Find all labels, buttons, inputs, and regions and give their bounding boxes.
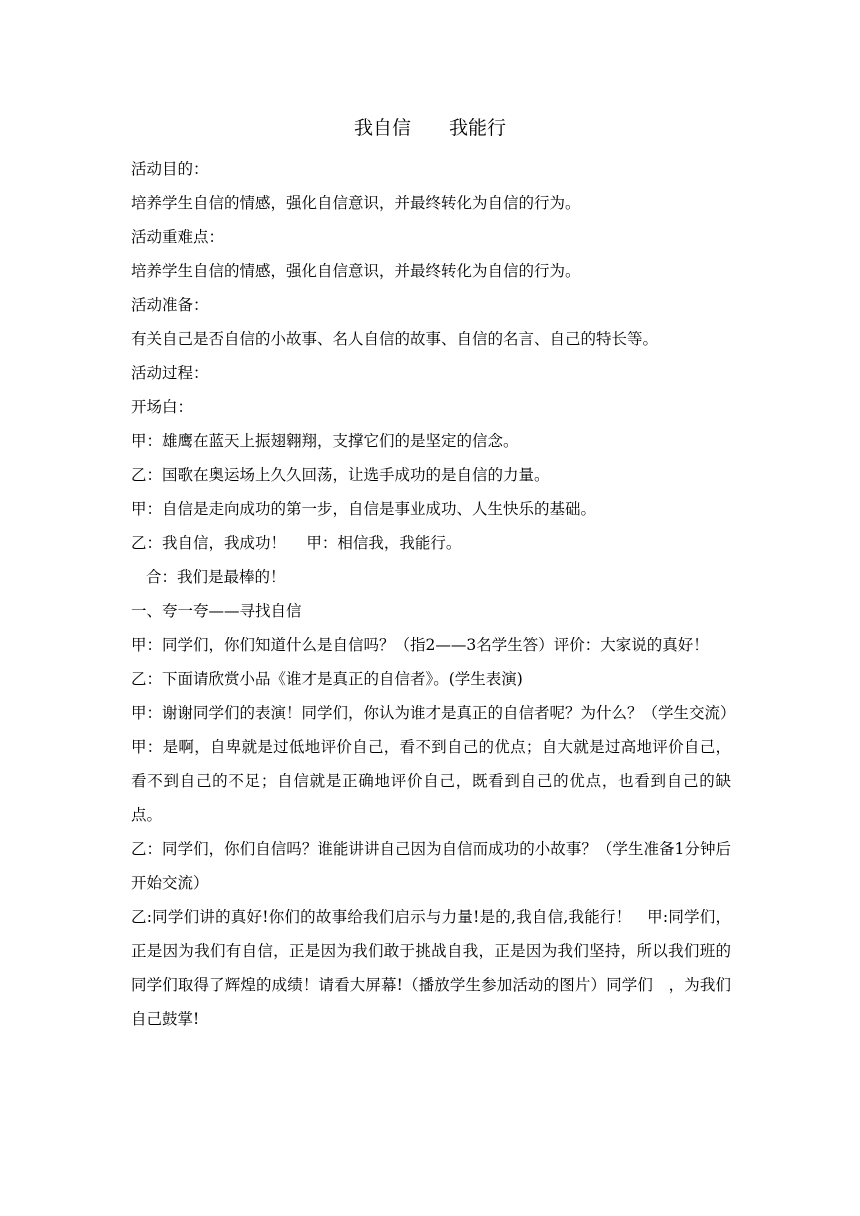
paragraph-line: 甲：雄鹰在蓝天上振翅翱翔，支撑它们的是坚定的信念。 [131, 432, 519, 450]
paragraph-line: 乙：下面请欣赏小品《谁才是真正的自信者》。(学生表演) [131, 670, 523, 688]
paragraph-line: 甲：是啊，自卑就是过低地评价自己，看不到自己的优点；自大就是过高地评价自己，看不到自己的不足；自信就是正确地评价自己，既看到自己的优点，也看到自己的缺点。 [131, 738, 731, 824]
paragraph-purpose: 培养学生自信的情感，强化自信意识，并最终转化为自信的行为。 [131, 194, 581, 212]
paragraph-preparation-heading: 活动准备： [131, 296, 209, 314]
paragraph-preparation: 有关自己是否自信的小故事、名人自信的故事、自信的名言、自己的特长等。 [131, 330, 659, 348]
paragraph-line: 甲：自信是走向成功的第一步，自信是事业成功、人生快乐的基础。 [131, 500, 597, 518]
paragraph-line: 乙：同学们，你们自信吗？谁能讲讲自己因为自信而成功的小故事？（学生准备1分钟后开始交流） [131, 840, 731, 892]
paragraph-line: 甲：谢谢同学们的表演！同学们，你认为谁才是真正的自信者呢？为什么？（学生交流） [131, 704, 736, 722]
document-title: 我自信 我能行 [353, 117, 506, 139]
paragraph-opening-heading: 开场白： [131, 398, 194, 416]
paragraph-chorus: 合：我们是最棒的！ [146, 568, 286, 586]
paragraph-line: 乙:同学们讲的真好!你们的故事给我们启示与力量!是的,我自信,我能行！ 甲:同学们，正是因为我们有自信，正是因为我们敢于挑战自我，正是因为我们坚持，所以我们班的同学们取得了辉煌的成绩！请看大屏幕!（播放学生参加活动的图片）同学们 ，为我们自己鼓掌! [131, 908, 731, 1028]
document-body [131, 152, 736, 1036]
section-heading: 一、夸一夸——寻找自信 [131, 602, 302, 620]
paragraph-purpose-heading: 活动目的： [131, 160, 209, 178]
paragraph-line: 乙：我自信，我成功！ 甲：相信我，我能行。 [131, 534, 462, 552]
paragraph-process-heading: 活动过程： [131, 364, 209, 382]
paragraph-line: 乙：国歌在奥运场上久久回荡，让选手成功的是自信的力量。 [131, 466, 550, 484]
paragraph-line: 甲：同学们，你们知道什么是自信吗？（指2——3名学生答）评价：大家说的真好！ [131, 636, 709, 654]
paragraph-keypoints-heading: 活动重难点： [131, 228, 225, 246]
paragraph-keypoints: 培养学生自信的情感，强化自信意识，并最终转化为自信的行为。 [131, 262, 581, 280]
